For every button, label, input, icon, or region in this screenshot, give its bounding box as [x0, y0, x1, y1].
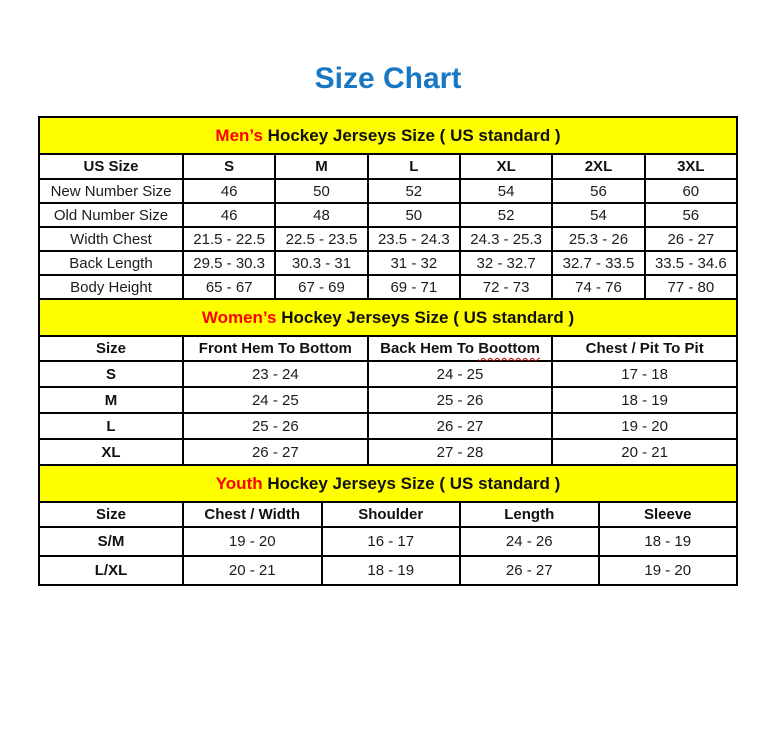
table-cell: 19 - 20 [552, 413, 737, 439]
table-cell: 24 - 25 [368, 361, 553, 387]
table-cell: 24.3 - 25.3 [460, 227, 552, 251]
size-chart [38, 116, 738, 586]
row-label: Back Length [39, 251, 183, 275]
column-header [368, 336, 553, 361]
mens-section-title [39, 117, 737, 154]
youth-section-title [39, 465, 737, 502]
misspelling-squiggle: Boottom [478, 340, 540, 357]
table-row [39, 527, 737, 556]
youth-table-body [39, 527, 737, 585]
table-cell: 56 [552, 179, 644, 203]
column-header: L [368, 154, 460, 179]
table-cell: 16 - 17 [322, 527, 461, 556]
table-cell: 30.3 - 31 [275, 251, 367, 275]
table-cell: 20 - 21 [552, 439, 737, 465]
column-header: M [275, 154, 367, 179]
table-cell: 52 [368, 179, 460, 203]
column-header: US Size [39, 154, 183, 179]
row-label: S [39, 361, 183, 387]
column-header: Chest / Width [183, 502, 322, 527]
row-label: Body Height [39, 275, 183, 299]
table-cell: 50 [368, 203, 460, 227]
table-cell: 33.5 - 34.6 [645, 251, 737, 275]
table-cell: 19 - 20 [183, 527, 322, 556]
table-cell: 26 - 27 [460, 556, 599, 585]
table-row [39, 179, 737, 203]
column-header: Shoulder [322, 502, 461, 527]
column-header: Size [39, 336, 183, 361]
table-cell: 26 - 27 [183, 439, 368, 465]
table-cell: 52 [460, 203, 552, 227]
table-cell: 21.5 - 22.5 [183, 227, 275, 251]
table-row [39, 251, 737, 275]
youth-size-table [38, 464, 738, 586]
table-cell: 67 - 69 [275, 275, 367, 299]
table-row [39, 203, 737, 227]
table-row [39, 439, 737, 465]
row-label: Width Chest [39, 227, 183, 251]
table-cell: 24 - 25 [183, 387, 368, 413]
womens-section-prefix: Women’s [201, 307, 277, 327]
column-header: 2XL [552, 154, 644, 179]
table-cell: 18 - 19 [322, 556, 461, 585]
mens-size-table [38, 116, 738, 300]
table-cell: 56 [645, 203, 737, 227]
table-cell: 25.3 - 26 [552, 227, 644, 251]
row-label: S/M [39, 527, 183, 556]
table-cell: 54 [552, 203, 644, 227]
table-cell: 65 - 67 [183, 275, 275, 299]
youth-section-rest: Hockey Jerseys Size ( US standard ) [262, 473, 561, 493]
womens-section-header [39, 299, 737, 336]
mens-section-prefix: Men’s [215, 125, 263, 145]
column-header: XL [460, 154, 552, 179]
row-label: XL [39, 439, 183, 465]
table-cell: 46 [183, 203, 275, 227]
table-cell: 24 - 26 [460, 527, 599, 556]
table-cell: 20 - 21 [183, 556, 322, 585]
row-label: Old Number Size [39, 203, 183, 227]
table-cell: 18 - 19 [552, 387, 737, 413]
column-header: 3XL [645, 154, 737, 179]
row-label: L/XL [39, 556, 183, 585]
row-label: M [39, 387, 183, 413]
womens-columns-row [39, 336, 737, 361]
table-row [39, 227, 737, 251]
table-cell: 17 - 18 [552, 361, 737, 387]
table-cell: 25 - 26 [183, 413, 368, 439]
table-row [39, 361, 737, 387]
table-row [39, 413, 737, 439]
youth-section-header [39, 465, 737, 502]
youth-columns-row [39, 502, 737, 527]
row-label: New Number Size [39, 179, 183, 203]
womens-section-title [39, 299, 737, 336]
table-cell: 26 - 27 [645, 227, 737, 251]
table-cell: 72 - 73 [460, 275, 552, 299]
column-header: S [183, 154, 275, 179]
table-cell: 50 [275, 179, 367, 203]
table-cell: 22.5 - 23.5 [275, 227, 367, 251]
table-cell: 77 - 80 [645, 275, 737, 299]
column-header: Size [39, 502, 183, 527]
column-header: Length [460, 502, 599, 527]
mens-section-rest: Hockey Jerseys Size ( US standard ) [262, 125, 561, 145]
youth-section-prefix: Youth [215, 473, 263, 493]
table-cell: 23.5 - 24.3 [368, 227, 460, 251]
column-header: Front Hem To Bottom [183, 336, 368, 361]
table-cell: 69 - 71 [368, 275, 460, 299]
mens-columns-row [39, 154, 737, 179]
table-cell: 74 - 76 [552, 275, 644, 299]
column-header: Sleeve [599, 502, 738, 527]
table-cell: 46 [183, 179, 275, 203]
womens-size-table [38, 298, 738, 466]
table-cell: 54 [460, 179, 552, 203]
page-title: Size Chart [314, 62, 462, 95]
mens-table-body [39, 179, 737, 299]
table-row [39, 556, 737, 585]
table-cell: 19 - 20 [599, 556, 738, 585]
mens-section-header [39, 117, 737, 154]
womens-table-body [39, 361, 737, 465]
table-cell: 29.5 - 30.3 [183, 251, 275, 275]
womens-section-rest: Hockey Jerseys Size ( US standard ) [276, 307, 575, 327]
column-header: Chest / Pit To Pit [552, 336, 737, 361]
table-cell: 60 [645, 179, 737, 203]
table-cell: 31 - 32 [368, 251, 460, 275]
table-cell: 32 - 32.7 [460, 251, 552, 275]
table-cell: 27 - 28 [368, 439, 553, 465]
table-cell: 26 - 27 [368, 413, 553, 439]
row-label: L [39, 413, 183, 439]
table-row [39, 387, 737, 413]
table-cell: 32.7 - 33.5 [552, 251, 644, 275]
table-cell: 48 [275, 203, 367, 227]
table-cell: 23 - 24 [183, 361, 368, 387]
table-row [39, 275, 737, 299]
table-cell: 18 - 19 [599, 527, 738, 556]
table-cell: 25 - 26 [368, 387, 553, 413]
column-header-text: Back Hem To [380, 340, 479, 357]
